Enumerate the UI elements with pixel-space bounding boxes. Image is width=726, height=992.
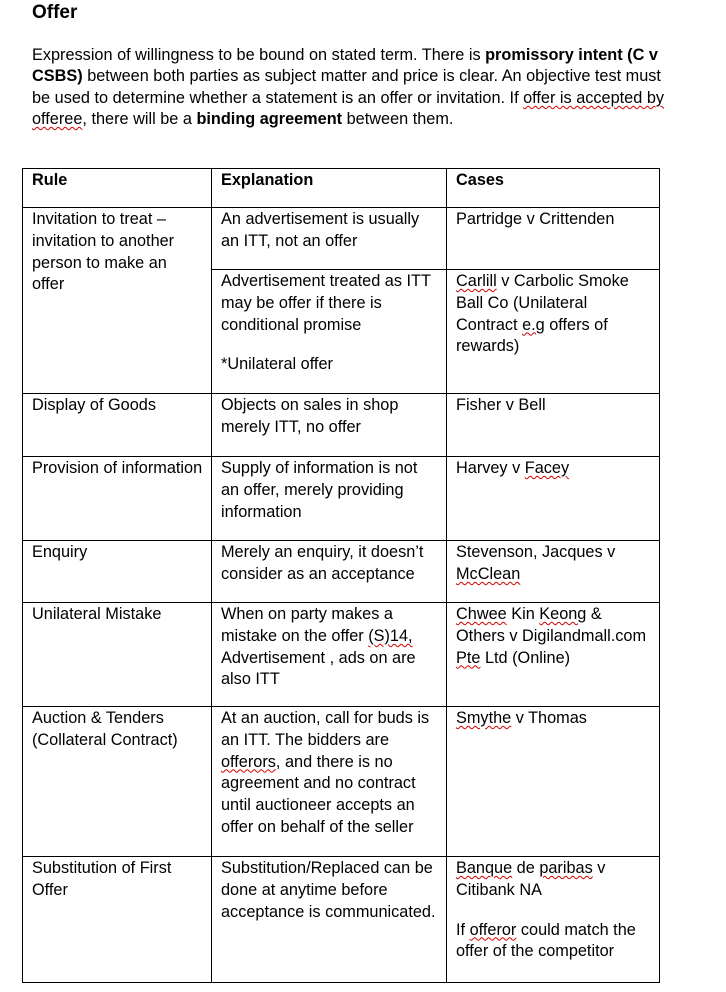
spellcheck-flagged-text: Pte xyxy=(456,648,481,667)
case-text: de xyxy=(512,859,540,877)
rule-cell: Auction & Tenders (Collateral Contract) xyxy=(23,707,212,857)
intro-text: , there will be a xyxy=(82,110,197,129)
table-row xyxy=(23,857,660,983)
case-line xyxy=(456,858,651,902)
explanation-cell: Objects on sales in shop merely ITT, no offer xyxy=(212,394,447,457)
header-explanation: Explanation xyxy=(212,169,447,208)
explanation-text: When on party makes a mistake on the offer xyxy=(221,605,393,645)
rule-cell: Provision of information xyxy=(23,457,212,541)
cases-cell xyxy=(447,208,660,394)
table-row xyxy=(23,394,660,457)
spellcheck-flagged-text: Banque xyxy=(456,859,513,877)
table-header-row xyxy=(23,169,660,208)
cases-cell xyxy=(447,707,660,857)
intro-text: Expression of willingness to be bound on stated term. There is xyxy=(32,46,486,64)
case-text: Harvey v xyxy=(456,459,525,477)
spellcheck-flagged-text: Carlill xyxy=(456,272,497,290)
cases-cell xyxy=(447,857,660,983)
cases-cell xyxy=(447,541,660,603)
case-sub-a: Partridge v Crittenden xyxy=(456,210,615,228)
intro-text: between them. xyxy=(342,110,454,129)
case-text: v Citibank NA xyxy=(456,859,606,899)
offer-rules-table xyxy=(22,168,660,983)
case-text: Ltd (Online) xyxy=(480,648,571,667)
case-text: Stevenson, Jacques v xyxy=(456,543,616,561)
page-title: Offer xyxy=(32,2,78,23)
table-row xyxy=(23,541,660,603)
case-text: could match the offer of the competitor xyxy=(456,920,636,961)
header-rule: Rule xyxy=(23,169,212,208)
case-line xyxy=(456,920,651,964)
intro-bold-term: binding agreement xyxy=(196,110,343,129)
explanation-sub-a: An advertisement is usually an ITT, not an offer xyxy=(221,210,420,250)
cases-cell xyxy=(447,603,660,707)
case-text: v Thomas xyxy=(511,709,587,727)
case-sub-b xyxy=(447,269,659,393)
explanation-text: At an auction, call for buds is an ITT. The bidders are xyxy=(221,709,430,749)
spellcheck-flagged-text: e.g xyxy=(522,315,545,334)
spellcheck-flagged-text: offerors xyxy=(221,752,276,771)
header-cases: Cases xyxy=(447,169,660,208)
table-row xyxy=(23,457,660,541)
spellcheck-flagged-text: Chwee xyxy=(456,605,507,623)
explanation-cell xyxy=(212,707,447,857)
spellcheck-flagged-text: (S)14, xyxy=(368,626,413,645)
explanation-cell: Supply of information is not an offer, merely providing information xyxy=(212,457,447,541)
table-row xyxy=(23,603,660,707)
spellcheck-flagged-text: offer is accepted by offeree xyxy=(32,88,665,129)
explanation-cell: Merely an enquiry, it doesn’t consider as an acceptance xyxy=(212,541,447,603)
rule-cell: Substitution of First Offer xyxy=(23,857,212,983)
explanation-note: *Unilateral offer xyxy=(221,355,333,374)
spellcheck-flagged-text: Facey xyxy=(524,459,570,477)
intro-text: between both parties as subject matter and price is clear. An objective test must be used to determine whether a statement is an offer or invitation. If xyxy=(32,67,661,107)
spellcheck-flagged-text: Smythe xyxy=(456,709,512,727)
case-text: & Others v Digilandmall.com xyxy=(456,605,647,645)
explanation-cell xyxy=(212,603,447,707)
explanation-text: Advertisement treated as ITT may be offer if there is conditional promise xyxy=(221,272,431,334)
rule-cell: Display of Goods xyxy=(23,394,212,457)
table-row xyxy=(23,208,660,394)
table-row xyxy=(23,707,660,857)
intro-paragraph xyxy=(32,45,682,131)
case-text: If xyxy=(456,920,470,939)
case-text: v Carbolic Smoke Ball Co (Unilateral Contract xyxy=(456,272,629,334)
spellcheck-flagged-text: Keong xyxy=(539,605,587,623)
case-text: offers of rewards) xyxy=(456,315,608,356)
rule-cell: Enquiry xyxy=(23,541,212,603)
cases-cell: Fisher v Bell xyxy=(447,394,660,457)
rule-cell: Unilateral Mistake xyxy=(23,603,212,707)
case-text: Kin xyxy=(506,605,540,623)
explanation-cell xyxy=(212,208,447,394)
explanation-text: Advertisement , ads on are also ITT xyxy=(221,648,416,689)
spellcheck-flagged-text: offeror xyxy=(469,920,517,939)
explanation-sub-b xyxy=(212,269,446,393)
rule-cell: Invitation to treat – invitation to another person to make an offer xyxy=(23,208,212,394)
intro-bold-term: promissory intent (C v CSBS) xyxy=(32,46,658,86)
cases-cell xyxy=(447,457,660,541)
explanation-cell: Substitution/Replaced can be done at anytime before acceptance is communicated. xyxy=(212,857,447,983)
explanation-text: , and there is no agreement and no contract until auctioneer accepts an offer on behalf of the seller xyxy=(221,752,416,836)
spellcheck-flagged-text: McClean xyxy=(456,564,521,583)
spellcheck-flagged-text: paribas xyxy=(539,859,593,877)
